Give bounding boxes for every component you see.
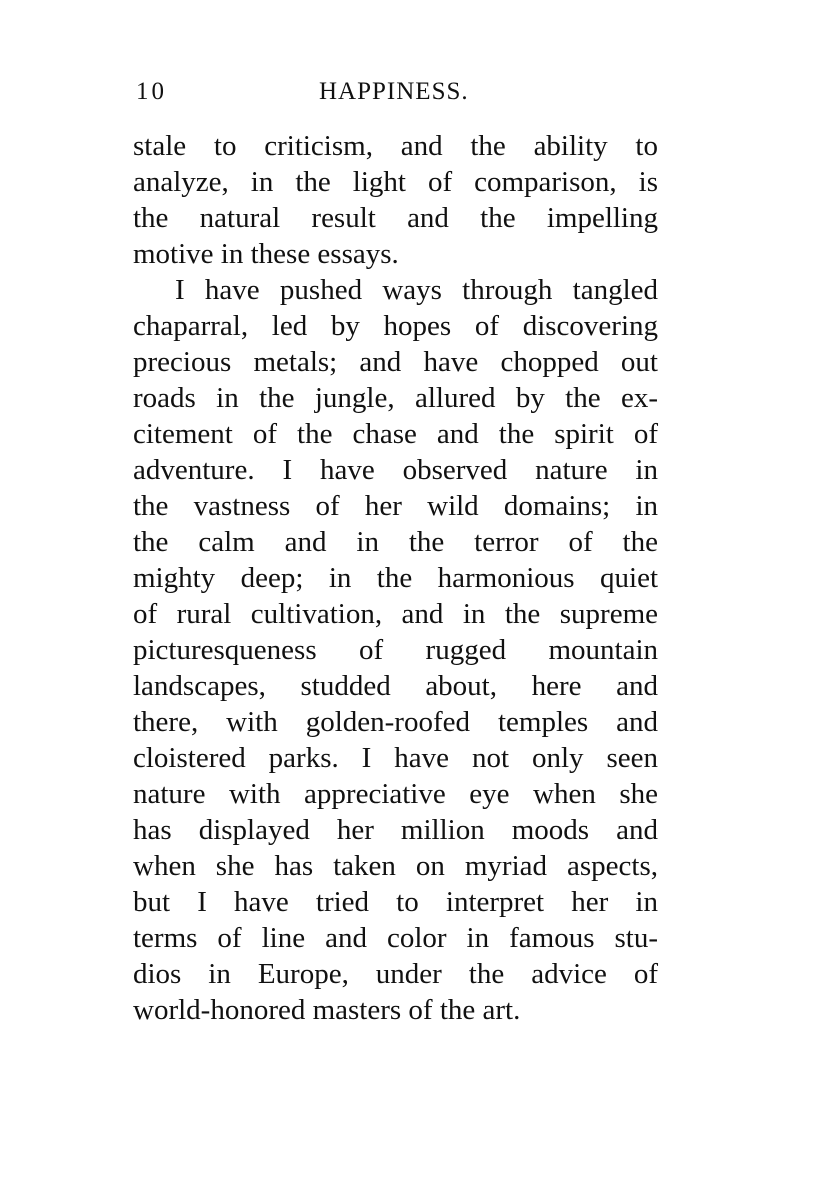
text-line: terms of line and color in famous stu-	[133, 922, 658, 954]
text-line: the calm and in the terror of the	[133, 526, 658, 558]
text-line: landscapes, studded about, here and	[133, 670, 658, 702]
text-line: the natural result and the impelling	[133, 202, 658, 234]
text-line: dios in Europe, under the advice of	[133, 958, 658, 990]
text-line: motive in these essays.	[133, 238, 399, 270]
text-line: analyze, in the light of comparison, is	[133, 166, 658, 198]
text-line: I have pushed ways through tangled	[175, 274, 658, 306]
text-line: stale to criticism, and the ability to	[133, 130, 658, 162]
text-line: chaparral, led by hopes of discovering	[133, 310, 658, 342]
text-line: the vastness of her wild domains; in	[133, 490, 658, 522]
running-title: HAPPINESS.	[319, 78, 469, 105]
text-line: mighty deep; in the harmonious quiet	[133, 562, 658, 594]
running-head	[133, 72, 663, 112]
text-line: when she has taken on myriad aspects,	[133, 850, 658, 882]
text-line: of rural cultivation, and in the supreme	[133, 598, 658, 630]
text-line: has displayed her million moods and	[133, 814, 658, 846]
text-line: precious metals; and have chopped out	[133, 346, 658, 378]
text-line: adventure. I have observed nature in	[133, 454, 658, 486]
text-line: world-honored masters of the art.	[133, 994, 521, 1026]
page-number: 10	[136, 78, 167, 105]
text-line: picturesqueness of rugged mountain	[133, 634, 658, 666]
text-line: cloistered parks. I have not only seen	[133, 742, 658, 774]
text-line: but I have tried to interpret her in	[133, 886, 658, 918]
text-line: roads in the jungle, allured by the ex-	[133, 382, 658, 414]
body-text	[133, 128, 658, 1028]
text-line: citement of the chase and the spirit of	[133, 418, 658, 450]
text-line: there, with golden-roofed temples and	[133, 706, 658, 738]
text-line: nature with appreciative eye when she	[133, 778, 658, 810]
